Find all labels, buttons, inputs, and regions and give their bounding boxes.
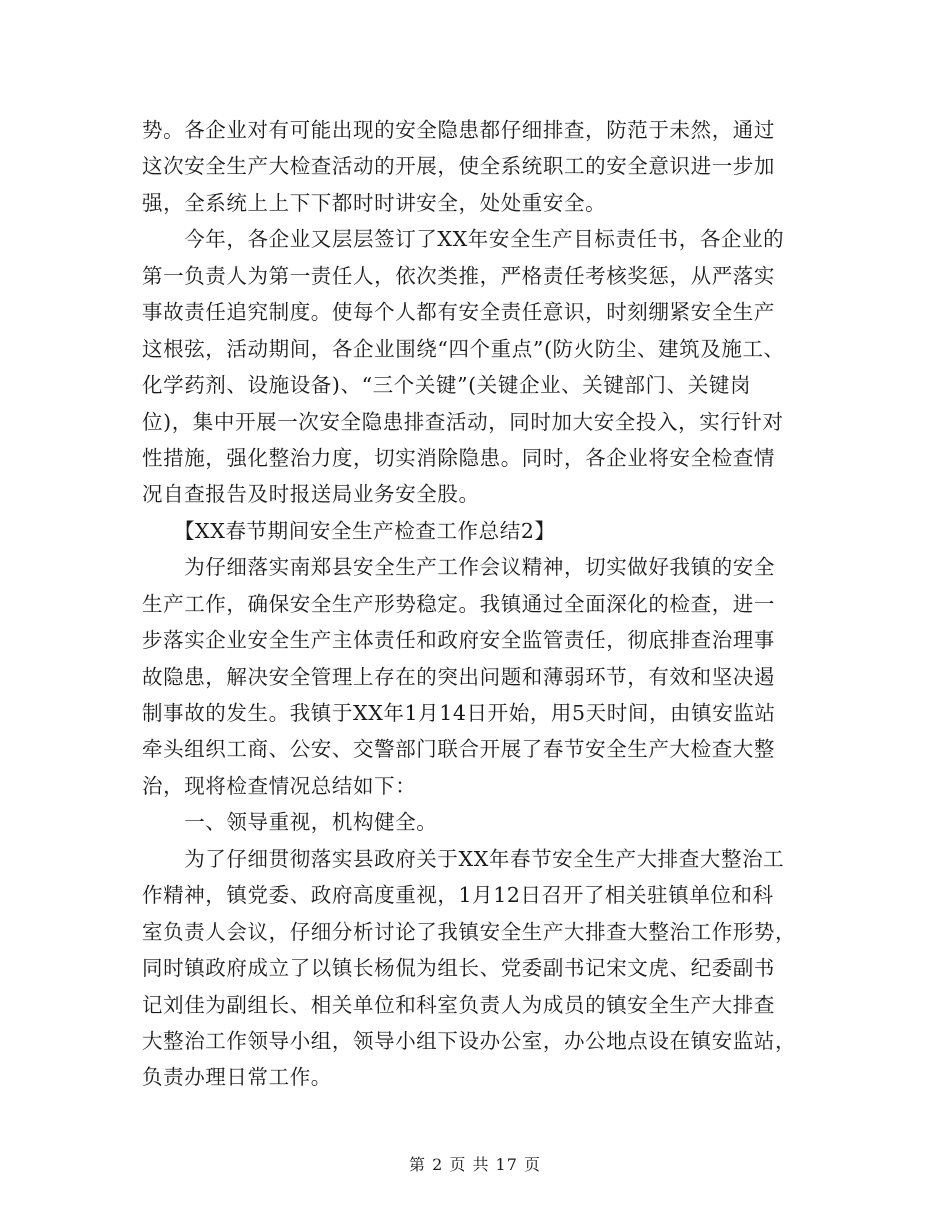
subheading: 一、领导重视，机构健全。 bbox=[142, 810, 438, 835]
document-body bbox=[142, 112, 822, 1096]
text-line: 步落实企业安全生产主体责任和政府安全监管责任，彻底排查治理事 bbox=[142, 628, 775, 653]
text-line: 制事故的发生。我镇于XX年1月14日开始，用5天时间，由镇安监站 bbox=[142, 701, 776, 725]
text-line: 治，现将检查情况总结如下： bbox=[142, 773, 417, 798]
text-line: 化学药剂、设施设备)、“三个关键”(关键企业、关键部门、关键岗 bbox=[142, 373, 752, 398]
text-line: 作精神，镇党委、政府高度重视，1月12日召开了相关驻镇单位和科 bbox=[142, 883, 774, 908]
text-line: 强，全系统上上下下都时时讲安全，处处重安全。 bbox=[142, 190, 607, 215]
text-line: 生产工作，确保安全生产形势稳定。我镇通过全面深化的检查，进一 bbox=[142, 591, 775, 616]
text-line: 记刘佳为副组长、相关单位和科室负责人为成员的镇安全生产大排查 bbox=[142, 992, 775, 1017]
text-line: 性措施，强化整治力度，切实消除隐患。同时，各企业将安全检查情 bbox=[142, 445, 775, 470]
text-line: 故隐患，解决安全管理上存在的突出问题和薄弱环节，有效和坚决遏 bbox=[142, 664, 775, 689]
text-line: 事故责任追究制度。使每个人都有安全责任意识，时刻绷紧安全生产 bbox=[142, 300, 775, 325]
text-line: 室负责人会议，仔细分析讨论了我镇安全生产大排查大整治工作形势， bbox=[142, 919, 797, 944]
text-line: 为仔细落实南郑县安全生产工作会议精神，切实做好我镇的安全 bbox=[142, 555, 775, 580]
text-line: 势。各企业对有可能出现的安全隐患都仔细排查，防范于未然，通过 bbox=[142, 118, 775, 142]
section-heading: 【XX春节期间安全生产检查工作总结2】 bbox=[142, 518, 556, 543]
text-line: 这根弦，活动期间，各企业围绕“四个重点”(防火防尘、建筑及施工、 bbox=[142, 336, 785, 361]
text-line: 位)，集中开展一次安全隐患排查活动，同时加大安全投入，实行针对 bbox=[142, 409, 784, 434]
text-line: 这次安全生产大检查活动的开展，使全系统职工的安全意识进一步加 bbox=[142, 154, 775, 179]
text-line: 牵头组织工商、公安、交警部门联合开展了春节安全生产大检查大整 bbox=[142, 737, 775, 762]
text-line: 大整治工作领导小组，领导小组下设办公室，办公地点设在镇安监站， bbox=[142, 1028, 797, 1053]
page-number-footer: 第 2 页 共 17 页 bbox=[409, 1155, 541, 1174]
text-line: 为了仔细贯彻落实县政府关于XX年春节安全生产大排查大整治工 bbox=[142, 846, 785, 871]
text-line: 况自查报告及时报送局业务安全股。 bbox=[142, 482, 480, 507]
text-line: 今年，各企业又层层签订了XX年安全生产目标责任书，各企业的 bbox=[142, 227, 785, 252]
text-line: 同时镇政府成立了以镇长杨侃为组长、党委副书记宋文虎、纪委副书 bbox=[142, 956, 775, 981]
text-line: 第一负责人为第一责任人，依次类推，严格责任考核奖惩，从严落实 bbox=[142, 263, 775, 288]
text-line: 负责办理日常工作。 bbox=[142, 1065, 332, 1090]
